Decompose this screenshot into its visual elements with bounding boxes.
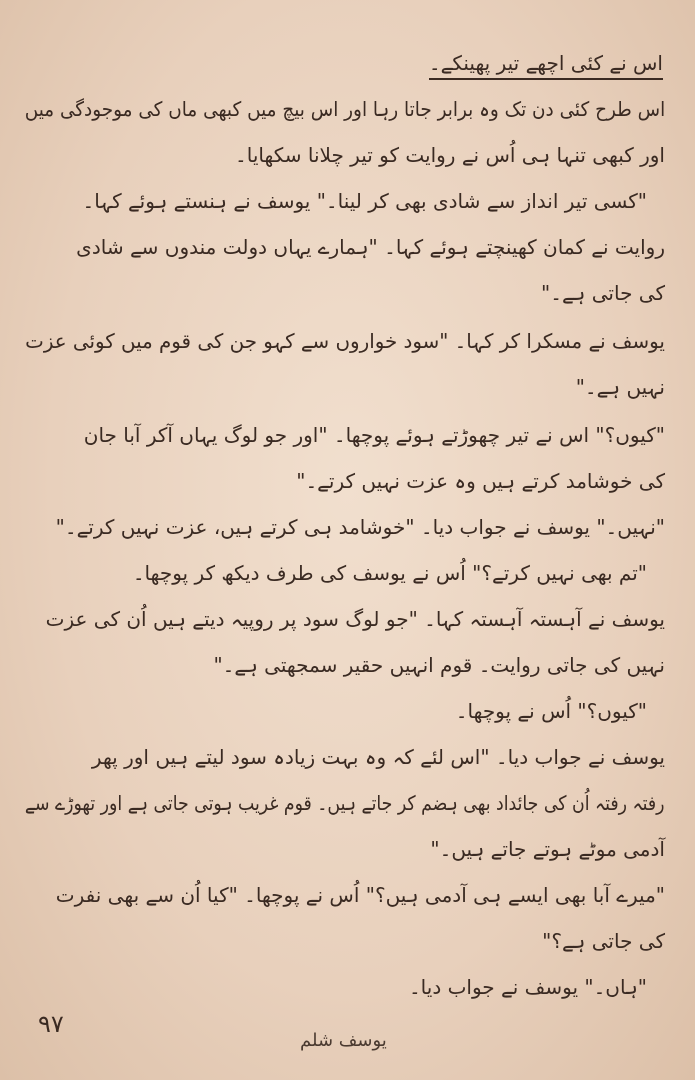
text-line-16: یوسف نے جواب دیا۔ "اس لئے کہ وہ بہت زیادہ سود لیتے ہیں اور پھر [91,745,665,769]
text-line-12: "تم بھی نہیں کرتے؟" اُس نے یوسف کی طرف دیکھ کر پوچھا۔ [132,561,647,585]
text-line-17: رفتہ رفتہ اُن کی جائداد بھی ہضم کر جاتے ہیں۔ قوم غریب ہوتی جاتی ہے اور تھوڑے سے [25,791,665,815]
footer-text: یوسف شلم [300,1030,387,1051]
text-line-11: "نہیں۔" یوسف نے جواب دیا۔ "خوشامد ہی کرتے ہیں، عزت نہیں کرتے۔" [55,515,665,539]
text-line-7: یوسف نے مسکرا کر کہا۔ "سود خواروں سے کہو جن کی قوم میں کوئی عزت [25,329,665,353]
text-line-5: روایت نے کمان کھینچتے ہوئے کہا۔ "ہمارے یہاں دولت مندوں سے شادی [76,235,665,259]
text-line-20: کی جاتی ہے؟" [542,929,665,953]
text-line-1: اس نے کئی اچھے تیر پھینکے۔ [429,48,663,80]
text-line-18: آدمی موٹے ہوتے جاتے ہیں۔" [430,837,665,861]
page-number: ۹۷ [38,1010,64,1038]
text-line-10: کی خوشامد کرتے ہیں وہ عزت نہیں کرتے۔" [296,469,665,493]
text-line-3: اور کبھی تنہا ہی اُس نے روایت کو تیر چلانا سکھایا۔ [235,143,665,167]
text-line-21: "ہاں۔" یوسف نے جواب دیا۔ [408,975,647,999]
text-line-15: "کیوں؟" اُس نے پوچھا۔ [455,699,647,723]
text-line-13: یوسف نے آہستہ آہستہ کہا۔ "جو لوگ سود پر روپیہ دیتے ہیں اُن کی عزت [45,607,665,631]
text-line-9: "کیوں؟" اس نے تیر چھوڑتے ہوئے پوچھا۔ "اور جو لوگ یہاں آکر آبا جان [83,423,665,447]
text-line-8: نہیں ہے۔" [575,375,665,399]
text-line-19: "میرے آبا بھی ایسے ہی آدمی ہیں؟" اُس نے پوچھا۔ "کیا اُن سے بھی نفرت [55,883,665,907]
text-line-14: نہیں کی جاتی روایت۔ قوم انہیں حقیر سمجھتی ہے۔" [213,653,665,677]
text-line-2: اس طرح کئی دن تک وہ برابر جاتا رہا اور اس بیچ میں کبھی ماں کی موجودگی میں [24,97,665,121]
text-line-4: "کسی تیر انداز سے شادی بھی کر لینا۔" یوسف نے ہنستے ہوئے کہا۔ [82,189,647,213]
text-line-6: کی جاتی ہے۔" [541,281,665,305]
